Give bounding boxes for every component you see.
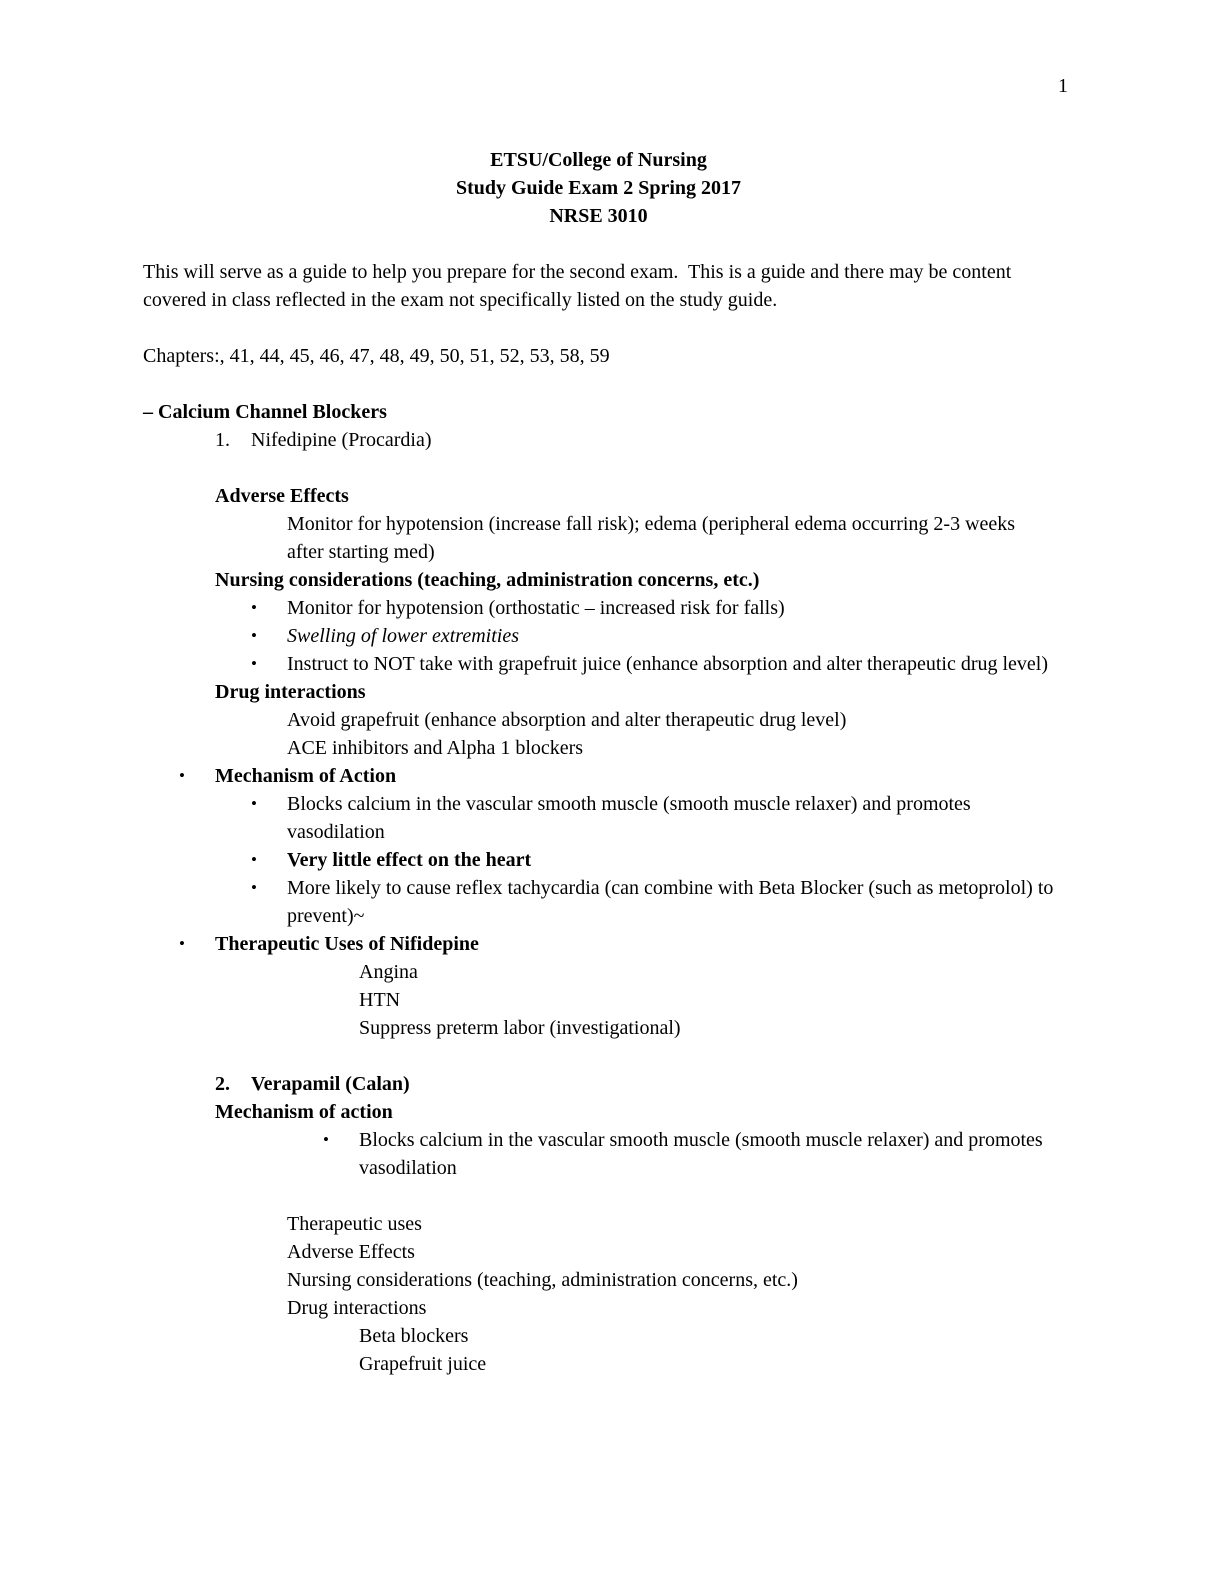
adverse-effects-text: Monitor for hypotension (increase fall risk); edema (peripheral edema occurring 2-3 weeks after starting med)	[287, 513, 1016, 563]
bullet-item	[251, 594, 1054, 622]
bullet-icon: •	[251, 850, 257, 869]
doc-title-line-3: NRSE 3010	[549, 205, 648, 227]
bullet-icon: •	[251, 878, 257, 897]
bullet-item	[251, 874, 1054, 930]
verapamil-outline-adverse-effects: Adverse Effects	[287, 1241, 415, 1263]
bullet-item	[251, 622, 1054, 650]
verapamil-interaction-beta-blockers: Beta blockers	[359, 1325, 469, 1347]
bullet-item	[251, 650, 1054, 678]
bullet-item	[179, 762, 1054, 790]
bullet-icon: •	[179, 766, 185, 785]
bullet-icon: •	[251, 626, 257, 645]
heading-therapeutic-uses: Therapeutic Uses of Nifidepine	[215, 933, 479, 955]
heading-drug-interactions: Drug interactions	[215, 681, 366, 703]
spacer	[143, 370, 1054, 398]
therapeutic-use-3: Suppress preterm labor (investigational)	[359, 1017, 681, 1039]
spacer	[143, 1042, 1054, 1070]
bullet-icon: •	[251, 654, 257, 673]
verapamil-outline-nursing-considerations: Nursing considerations (teaching, administration concerns, etc.)	[287, 1269, 798, 1291]
verapamil-outline-drug-interactions: Drug interactions	[287, 1297, 427, 1319]
nursing-bullet-1: Monitor for hypotension (orthostatic – increased risk for falls)	[287, 597, 785, 619]
bullet-icon: •	[323, 1130, 329, 1149]
heading-adverse-effects: Adverse Effects	[215, 485, 349, 507]
drug-interactions-line-1: Avoid grapefruit (enhance absorption and alter therapeutic drug level)	[287, 709, 847, 731]
doc-title-line-2: Study Guide Exam 2 Spring 2017	[455, 177, 742, 199]
bullet-icon: •	[179, 934, 185, 953]
list-number: 2.	[215, 1073, 230, 1095]
numbered-item-verapamil	[215, 1070, 1054, 1098]
mechanism-bullet-1: Blocks calcium in the vascular smooth muscle (smooth muscle relaxer) and promotes vasodilation	[287, 793, 971, 843]
intro-paragraph: This will serve as a guide to help you prepare for the second exam. This is a guide and there may be content covered in class reflected in the exam not specifically listed on the study guide.	[143, 261, 1017, 311]
nursing-bullet-2: Swelling of lower extremities	[287, 625, 520, 647]
heading-mechanism-of-action: Mechanism of Action	[215, 765, 397, 787]
heading-mechanism-of-action-verapamil: Mechanism of action	[215, 1101, 393, 1123]
doc-title-line-1: ETSU/College of Nursing	[490, 149, 707, 171]
drug-interactions-line-2: ACE inhibitors and Alpha 1 blockers	[287, 737, 584, 759]
bullet-icon: •	[251, 794, 257, 813]
therapeutic-use-2: HTN	[359, 989, 401, 1011]
bullet-item	[323, 1126, 1054, 1182]
numbered-item-nifedipine	[215, 426, 1054, 454]
spacer	[143, 1182, 1054, 1210]
drug2-name: Verapamil (Calan)	[251, 1073, 410, 1095]
verapamil-outline-therapeutic-uses: Therapeutic uses	[287, 1213, 422, 1235]
drug1-name: Nifedipine (Procardia)	[251, 429, 432, 451]
list-number: 1.	[215, 429, 230, 451]
spacer	[143, 314, 1054, 342]
mechanism-bullet-3: More likely to cause reflex tachycardia (can combine with Beta Blocker (such as metoprolol) to prevent)~	[287, 877, 1054, 927]
spacer	[143, 454, 1054, 482]
bullet-item	[179, 930, 1054, 958]
bullet-item	[251, 846, 1054, 874]
therapeutic-use-1: Angina	[359, 961, 418, 983]
mechanism-bullet-2: Very little effect on the heart	[287, 849, 532, 871]
verapamil-interaction-grapefruit-juice: Grapefruit juice	[359, 1353, 487, 1375]
page-number: 1	[1058, 75, 1068, 97]
heading-nursing-considerations: Nursing considerations (teaching, administration concerns, etc.)	[215, 569, 760, 591]
spacer	[143, 230, 1054, 258]
bullet-icon: •	[251, 598, 257, 617]
nursing-bullet-3: Instruct to NOT take with grapefruit juice (enhance absorption and alter therapeutic drug level)	[287, 653, 1049, 675]
verapamil-mechanism-bullet: Blocks calcium in the vascular smooth muscle (smooth muscle relaxer) and promotes vasodilation	[359, 1129, 1043, 1179]
chapters-line: Chapters:, 41, 44, 45, 46, 47, 48, 49, 50, 51, 52, 53, 58, 59	[143, 345, 610, 367]
bullet-item	[251, 790, 1054, 846]
section-heading-calcium-channel-blockers: – Calcium Channel Blockers	[143, 401, 387, 423]
